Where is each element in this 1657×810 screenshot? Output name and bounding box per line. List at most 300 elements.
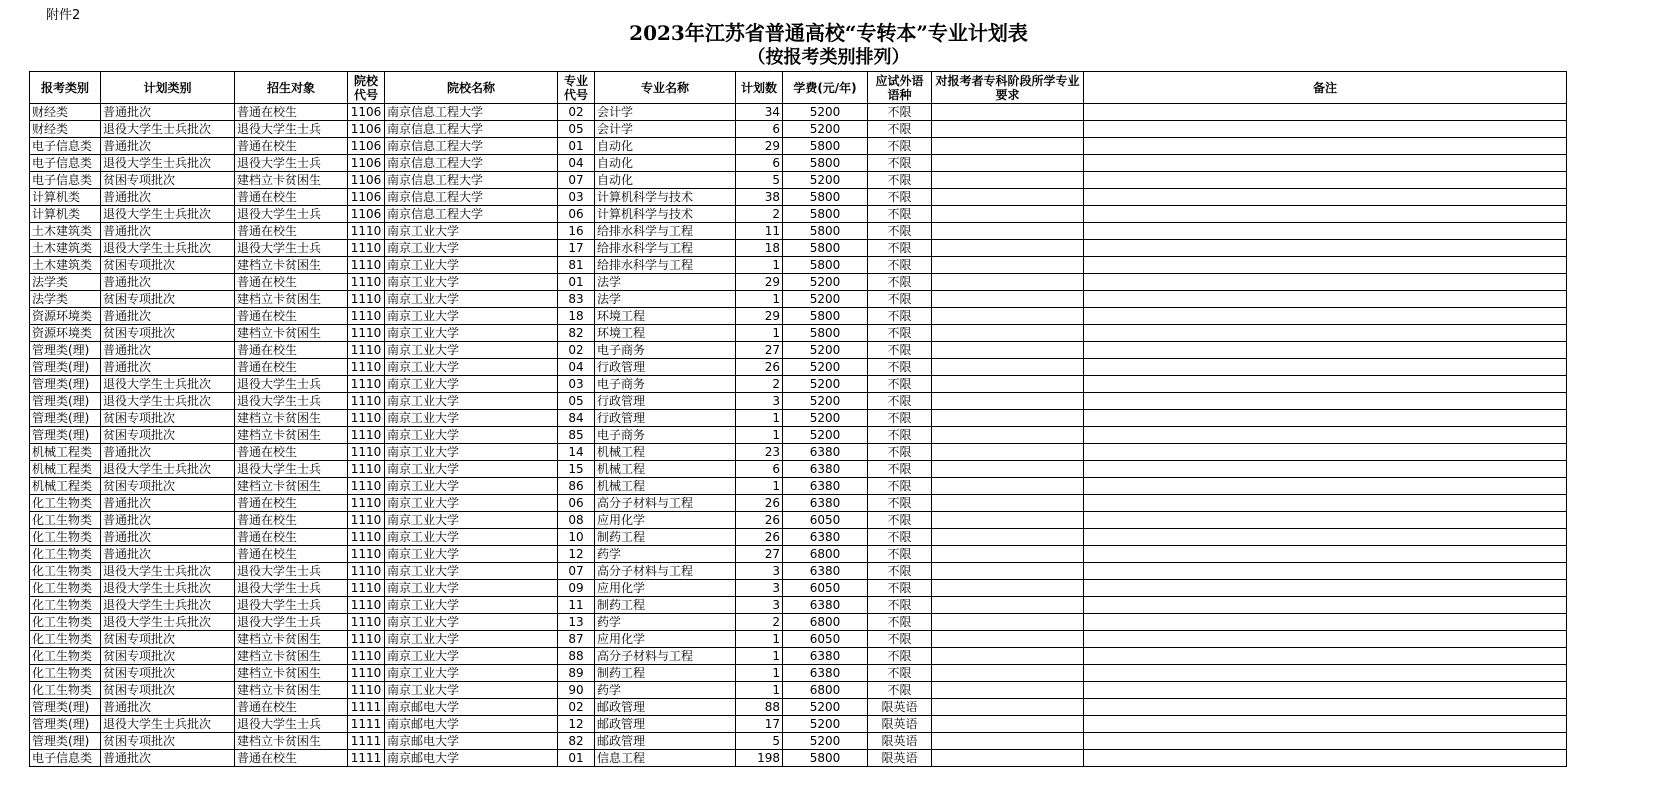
cell-plan-count: 1	[736, 325, 783, 342]
cell-exam-category: 财经类	[30, 104, 101, 121]
table-row	[30, 478, 1567, 495]
cell-school-code: 1110	[348, 682, 385, 699]
cell-exam-category: 化工生物类	[30, 614, 101, 631]
cell-plan-count: 1	[736, 410, 783, 427]
table-row	[30, 444, 1567, 461]
cell-major-requirement	[932, 478, 1084, 495]
cell-school-code: 1110	[348, 376, 385, 393]
cell-tuition: 5800	[783, 138, 868, 155]
cell-tuition: 6380	[783, 444, 868, 461]
cell-exam-category: 管理类(理)	[30, 376, 101, 393]
cell-school-code: 1110	[348, 342, 385, 359]
table-row	[30, 291, 1567, 308]
cell-enroll-target: 退役大学生士兵	[235, 393, 348, 410]
cell-major-requirement	[932, 291, 1084, 308]
table-row	[30, 699, 1567, 716]
cell-foreign-language: 不限	[868, 104, 932, 121]
cell-remarks	[1084, 750, 1567, 767]
cell-enroll-target: 建档立卡贫困生	[235, 665, 348, 682]
cell-major-requirement	[932, 580, 1084, 597]
table-row	[30, 563, 1567, 580]
cell-foreign-language: 不限	[868, 121, 932, 138]
cell-remarks	[1084, 257, 1567, 274]
table-row	[30, 461, 1567, 478]
cell-enroll-target: 普通在校生	[235, 342, 348, 359]
cell-school-code: 1106	[348, 104, 385, 121]
cell-school-name: 南京工业大学	[385, 342, 558, 359]
cell-plan-category: 普通批次	[101, 274, 235, 291]
cell-major-name: 信息工程	[595, 750, 736, 767]
cell-plan-category: 普通批次	[101, 495, 235, 512]
cell-major-code: 82	[558, 733, 595, 750]
cell-major-name: 会计学	[595, 104, 736, 121]
cell-major-name: 机械工程	[595, 478, 736, 495]
cell-school-code: 1110	[348, 427, 385, 444]
cell-major-requirement	[932, 189, 1084, 206]
cell-foreign-language: 不限	[868, 580, 932, 597]
cell-school-name: 南京工业大学	[385, 308, 558, 325]
cell-school-code: 1106	[348, 138, 385, 155]
cell-major-name: 高分子材料与工程	[595, 563, 736, 580]
cell-tuition: 6050	[783, 631, 868, 648]
cell-tuition: 6380	[783, 461, 868, 478]
cell-school-code: 1110	[348, 631, 385, 648]
cell-plan-count: 1	[736, 631, 783, 648]
cell-school-name: 南京工业大学	[385, 614, 558, 631]
cell-school-name: 南京邮电大学	[385, 733, 558, 750]
cell-plan-category: 退役大学生士兵批次	[101, 393, 235, 410]
cell-school-code: 1110	[348, 223, 385, 240]
table-row	[30, 257, 1567, 274]
cell-plan-category: 贫困专项批次	[101, 478, 235, 495]
cell-major-requirement	[932, 410, 1084, 427]
cell-school-name: 南京工业大学	[385, 325, 558, 342]
cell-major-code: 82	[558, 325, 595, 342]
plan-table	[29, 71, 1567, 767]
cell-tuition: 5200	[783, 376, 868, 393]
cell-remarks	[1084, 733, 1567, 750]
header-major-requirement: 对报考者专科阶段所学专业要求	[932, 72, 1084, 104]
cell-foreign-language: 不限	[868, 444, 932, 461]
cell-foreign-language: 不限	[868, 512, 932, 529]
cell-exam-category: 化工生物类	[30, 512, 101, 529]
cell-school-code: 1106	[348, 206, 385, 223]
cell-school-code: 1110	[348, 393, 385, 410]
cell-remarks	[1084, 682, 1567, 699]
cell-school-name: 南京工业大学	[385, 529, 558, 546]
cell-exam-category: 法学类	[30, 291, 101, 308]
cell-tuition: 6050	[783, 580, 868, 597]
cell-tuition: 6380	[783, 495, 868, 512]
cell-foreign-language: 不限	[868, 665, 932, 682]
cell-plan-category: 贫困专项批次	[101, 325, 235, 342]
cell-major-code: 16	[558, 223, 595, 240]
cell-major-requirement	[932, 597, 1084, 614]
cell-exam-category: 资源环境类	[30, 308, 101, 325]
cell-plan-count: 5	[736, 172, 783, 189]
cell-school-code: 1110	[348, 291, 385, 308]
table-row	[30, 325, 1567, 342]
cell-plan-category: 贫困专项批次	[101, 257, 235, 274]
header-school-name: 院校名称	[385, 72, 558, 104]
cell-school-name: 南京工业大学	[385, 359, 558, 376]
cell-major-requirement	[932, 325, 1084, 342]
cell-exam-category: 管理类(理)	[30, 699, 101, 716]
cell-enroll-target: 普通在校生	[235, 274, 348, 291]
cell-major-requirement	[932, 121, 1084, 138]
cell-school-code: 1110	[348, 665, 385, 682]
table-row	[30, 206, 1567, 223]
cell-school-name: 南京信息工程大学	[385, 138, 558, 155]
cell-tuition: 5200	[783, 733, 868, 750]
cell-tuition: 6380	[783, 529, 868, 546]
cell-plan-category: 退役大学生士兵批次	[101, 580, 235, 597]
cell-school-code: 1110	[348, 597, 385, 614]
cell-tuition: 5200	[783, 342, 868, 359]
cell-school-name: 南京工业大学	[385, 274, 558, 291]
cell-tuition: 5800	[783, 325, 868, 342]
cell-enroll-target: 普通在校生	[235, 750, 348, 767]
cell-exam-category: 化工生物类	[30, 580, 101, 597]
cell-major-name: 给排水科学与工程	[595, 257, 736, 274]
cell-major-code: 85	[558, 427, 595, 444]
cell-tuition: 6380	[783, 665, 868, 682]
cell-major-code: 02	[558, 699, 595, 716]
table-row	[30, 580, 1567, 597]
table-row	[30, 750, 1567, 767]
cell-major-requirement	[932, 308, 1084, 325]
cell-plan-count: 26	[736, 512, 783, 529]
cell-enroll-target: 普通在校生	[235, 495, 348, 512]
cell-school-name: 南京邮电大学	[385, 716, 558, 733]
cell-plan-category: 普通批次	[101, 529, 235, 546]
cell-tuition: 5200	[783, 104, 868, 121]
cell-enroll-target: 退役大学生士兵	[235, 240, 348, 257]
cell-school-name: 南京工业大学	[385, 648, 558, 665]
cell-school-name: 南京工业大学	[385, 597, 558, 614]
cell-enroll-target: 退役大学生士兵	[235, 121, 348, 138]
cell-major-name: 行政管理	[595, 393, 736, 410]
cell-plan-count: 18	[736, 240, 783, 257]
cell-tuition: 5800	[783, 750, 868, 767]
table-row	[30, 189, 1567, 206]
cell-enroll-target: 退役大学生士兵	[235, 461, 348, 478]
cell-plan-category: 贫困专项批次	[101, 427, 235, 444]
cell-enroll-target: 退役大学生士兵	[235, 155, 348, 172]
page-title: 2023年江苏省普通高校“专转本”专业计划表	[629, 21, 1028, 45]
cell-major-code: 07	[558, 563, 595, 580]
cell-foreign-language: 不限	[868, 563, 932, 580]
cell-plan-count: 2	[736, 206, 783, 223]
cell-remarks	[1084, 240, 1567, 257]
cell-major-name: 自动化	[595, 138, 736, 155]
cell-plan-count: 1	[736, 478, 783, 495]
cell-school-code: 1110	[348, 308, 385, 325]
cell-plan-category: 普通批次	[101, 546, 235, 563]
cell-major-code: 03	[558, 189, 595, 206]
cell-major-requirement	[932, 546, 1084, 563]
cell-major-requirement	[932, 461, 1084, 478]
cell-enroll-target: 退役大学生士兵	[235, 376, 348, 393]
cell-major-name: 机械工程	[595, 444, 736, 461]
cell-major-name: 环境工程	[595, 325, 736, 342]
cell-major-name: 制药工程	[595, 597, 736, 614]
cell-plan-category: 普通批次	[101, 342, 235, 359]
cell-plan-count: 1	[736, 257, 783, 274]
cell-school-name: 南京工业大学	[385, 257, 558, 274]
table-row	[30, 427, 1567, 444]
cell-remarks	[1084, 699, 1567, 716]
cell-major-name: 制药工程	[595, 665, 736, 682]
cell-plan-count: 17	[736, 716, 783, 733]
cell-major-code: 06	[558, 206, 595, 223]
cell-plan-category: 退役大学生士兵批次	[101, 155, 235, 172]
cell-plan-count: 1	[736, 648, 783, 665]
table-row	[30, 393, 1567, 410]
cell-school-code: 1111	[348, 733, 385, 750]
cell-remarks	[1084, 614, 1567, 631]
cell-school-name: 南京信息工程大学	[385, 104, 558, 121]
cell-tuition: 5200	[783, 410, 868, 427]
cell-exam-category: 管理类(理)	[30, 342, 101, 359]
cell-major-code: 88	[558, 648, 595, 665]
cell-school-name: 南京工业大学	[385, 240, 558, 257]
cell-enroll-target: 建档立卡贫困生	[235, 427, 348, 444]
cell-school-name: 南京信息工程大学	[385, 155, 558, 172]
cell-major-name: 高分子材料与工程	[595, 495, 736, 512]
cell-school-name: 南京工业大学	[385, 444, 558, 461]
cell-major-name: 自动化	[595, 155, 736, 172]
cell-major-name: 药学	[595, 614, 736, 631]
cell-major-code: 08	[558, 512, 595, 529]
cell-tuition: 5800	[783, 155, 868, 172]
cell-remarks	[1084, 274, 1567, 291]
cell-remarks	[1084, 172, 1567, 189]
cell-major-name: 机械工程	[595, 461, 736, 478]
cell-major-code: 02	[558, 342, 595, 359]
cell-school-name: 南京工业大学	[385, 580, 558, 597]
cell-school-code: 1110	[348, 648, 385, 665]
cell-remarks	[1084, 342, 1567, 359]
table-row	[30, 359, 1567, 376]
cell-major-requirement	[932, 444, 1084, 461]
cell-remarks	[1084, 291, 1567, 308]
cell-remarks	[1084, 223, 1567, 240]
cell-school-code: 1110	[348, 359, 385, 376]
cell-remarks	[1084, 376, 1567, 393]
cell-remarks	[1084, 529, 1567, 546]
cell-school-name: 南京工业大学	[385, 478, 558, 495]
cell-foreign-language: 不限	[868, 172, 932, 189]
cell-enroll-target: 建档立卡贫困生	[235, 410, 348, 427]
cell-foreign-language: 不限	[868, 257, 932, 274]
cell-tuition: 5800	[783, 206, 868, 223]
cell-remarks	[1084, 444, 1567, 461]
table-row	[30, 376, 1567, 393]
cell-plan-category: 普通批次	[101, 223, 235, 240]
header-remarks: 备注	[1084, 72, 1567, 104]
cell-foreign-language: 不限	[868, 325, 932, 342]
cell-enroll-target: 退役大学生士兵	[235, 580, 348, 597]
header-major-code: 专业代号	[558, 72, 595, 104]
cell-foreign-language: 不限	[868, 410, 932, 427]
cell-foreign-language: 不限	[868, 138, 932, 155]
cell-enroll-target: 退役大学生士兵	[235, 716, 348, 733]
cell-enroll-target: 建档立卡贫困生	[235, 172, 348, 189]
cell-exam-category: 化工生物类	[30, 597, 101, 614]
cell-major-code: 87	[558, 631, 595, 648]
cell-enroll-target: 建档立卡贫困生	[235, 478, 348, 495]
cell-major-code: 12	[558, 546, 595, 563]
cell-plan-count: 26	[736, 495, 783, 512]
cell-school-name: 南京信息工程大学	[385, 172, 558, 189]
table-row	[30, 410, 1567, 427]
cell-foreign-language: 不限	[868, 648, 932, 665]
cell-plan-category: 普通批次	[101, 138, 235, 155]
table-row	[30, 342, 1567, 359]
cell-exam-category: 化工生物类	[30, 682, 101, 699]
cell-major-code: 09	[558, 580, 595, 597]
cell-foreign-language: 不限	[868, 376, 932, 393]
table-row	[30, 716, 1567, 733]
cell-foreign-language: 不限	[868, 682, 932, 699]
header-plan-count: 计划数	[736, 72, 783, 104]
cell-plan-count: 2	[736, 614, 783, 631]
cell-major-name: 法学	[595, 274, 736, 291]
cell-exam-category: 化工生物类	[30, 546, 101, 563]
cell-remarks	[1084, 121, 1567, 138]
cell-plan-count: 29	[736, 308, 783, 325]
cell-school-code: 1110	[348, 580, 385, 597]
cell-plan-count: 6	[736, 155, 783, 172]
cell-exam-category: 机械工程类	[30, 444, 101, 461]
cell-major-requirement	[932, 682, 1084, 699]
cell-major-requirement	[932, 512, 1084, 529]
cell-tuition: 5200	[783, 359, 868, 376]
cell-plan-category: 贫困专项批次	[101, 631, 235, 648]
cell-major-name: 邮政管理	[595, 733, 736, 750]
cell-plan-count: 1	[736, 665, 783, 682]
cell-school-name: 南京工业大学	[385, 512, 558, 529]
cell-exam-category: 电子信息类	[30, 750, 101, 767]
cell-school-name: 南京邮电大学	[385, 750, 558, 767]
cell-major-name: 行政管理	[595, 359, 736, 376]
header-major-name: 专业名称	[595, 72, 736, 104]
cell-plan-count: 3	[736, 563, 783, 580]
cell-major-code: 03	[558, 376, 595, 393]
cell-remarks	[1084, 155, 1567, 172]
cell-major-name: 计算机科学与技术	[595, 206, 736, 223]
cell-school-name: 南京工业大学	[385, 393, 558, 410]
cell-tuition: 6800	[783, 682, 868, 699]
cell-major-requirement	[932, 359, 1084, 376]
table-row	[30, 138, 1567, 155]
cell-major-requirement	[932, 699, 1084, 716]
cell-plan-count: 1	[736, 682, 783, 699]
cell-remarks	[1084, 189, 1567, 206]
table-header-row	[30, 72, 1567, 104]
cell-school-name: 南京信息工程大学	[385, 206, 558, 223]
cell-major-requirement	[932, 223, 1084, 240]
cell-remarks	[1084, 665, 1567, 682]
cell-major-code: 81	[558, 257, 595, 274]
cell-foreign-language: 不限	[868, 546, 932, 563]
cell-enroll-target: 普通在校生	[235, 223, 348, 240]
cell-major-code: 14	[558, 444, 595, 461]
header-school-code: 院校代号	[348, 72, 385, 104]
cell-school-code: 1110	[348, 461, 385, 478]
cell-major-requirement	[932, 155, 1084, 172]
cell-school-code: 1111	[348, 716, 385, 733]
attachment-label: 附件2	[46, 8, 81, 23]
cell-plan-category: 贫困专项批次	[101, 682, 235, 699]
cell-school-code: 1110	[348, 546, 385, 563]
cell-school-code: 1110	[348, 410, 385, 427]
table-row	[30, 240, 1567, 257]
cell-remarks	[1084, 206, 1567, 223]
cell-enroll-target: 退役大学生士兵	[235, 597, 348, 614]
page-subtitle: （按报考类别排列）	[747, 47, 910, 68]
cell-exam-category: 财经类	[30, 121, 101, 138]
cell-major-requirement	[932, 733, 1084, 750]
cell-school-name: 南京工业大学	[385, 223, 558, 240]
cell-plan-category: 退役大学生士兵批次	[101, 563, 235, 580]
cell-major-requirement	[932, 495, 1084, 512]
cell-major-requirement	[932, 716, 1084, 733]
cell-exam-category: 化工生物类	[30, 648, 101, 665]
cell-plan-category: 贫困专项批次	[101, 410, 235, 427]
cell-foreign-language: 不限	[868, 240, 932, 257]
cell-remarks	[1084, 308, 1567, 325]
cell-remarks	[1084, 563, 1567, 580]
cell-tuition: 5800	[783, 223, 868, 240]
cell-school-code: 1111	[348, 699, 385, 716]
table-row	[30, 121, 1567, 138]
cell-plan-count: 6	[736, 121, 783, 138]
cell-major-requirement	[932, 138, 1084, 155]
cell-tuition: 5800	[783, 308, 868, 325]
cell-school-name: 南京工业大学	[385, 461, 558, 478]
cell-major-code: 05	[558, 121, 595, 138]
cell-foreign-language: 不限	[868, 495, 932, 512]
table-row	[30, 529, 1567, 546]
cell-enroll-target: 退役大学生士兵	[235, 206, 348, 223]
cell-major-requirement	[932, 427, 1084, 444]
cell-major-name: 给排水科学与工程	[595, 223, 736, 240]
cell-major-name: 应用化学	[595, 631, 736, 648]
table-row	[30, 614, 1567, 631]
cell-plan-count: 29	[736, 138, 783, 155]
cell-exam-category: 计算机类	[30, 206, 101, 223]
cell-enroll-target: 普通在校生	[235, 444, 348, 461]
cell-major-code: 01	[558, 138, 595, 155]
cell-tuition: 5200	[783, 121, 868, 138]
cell-tuition: 5200	[783, 716, 868, 733]
cell-enroll-target: 退役大学生士兵	[235, 563, 348, 580]
cell-plan-count: 2	[736, 376, 783, 393]
table-row	[30, 648, 1567, 665]
cell-exam-category: 管理类(理)	[30, 716, 101, 733]
cell-school-code: 1106	[348, 172, 385, 189]
cell-school-code: 1110	[348, 257, 385, 274]
cell-tuition: 5200	[783, 291, 868, 308]
cell-plan-count: 27	[736, 342, 783, 359]
cell-exam-category: 管理类(理)	[30, 359, 101, 376]
cell-major-code: 15	[558, 461, 595, 478]
cell-plan-category: 普通批次	[101, 750, 235, 767]
cell-major-code: 83	[558, 291, 595, 308]
cell-plan-category: 贫困专项批次	[101, 172, 235, 189]
